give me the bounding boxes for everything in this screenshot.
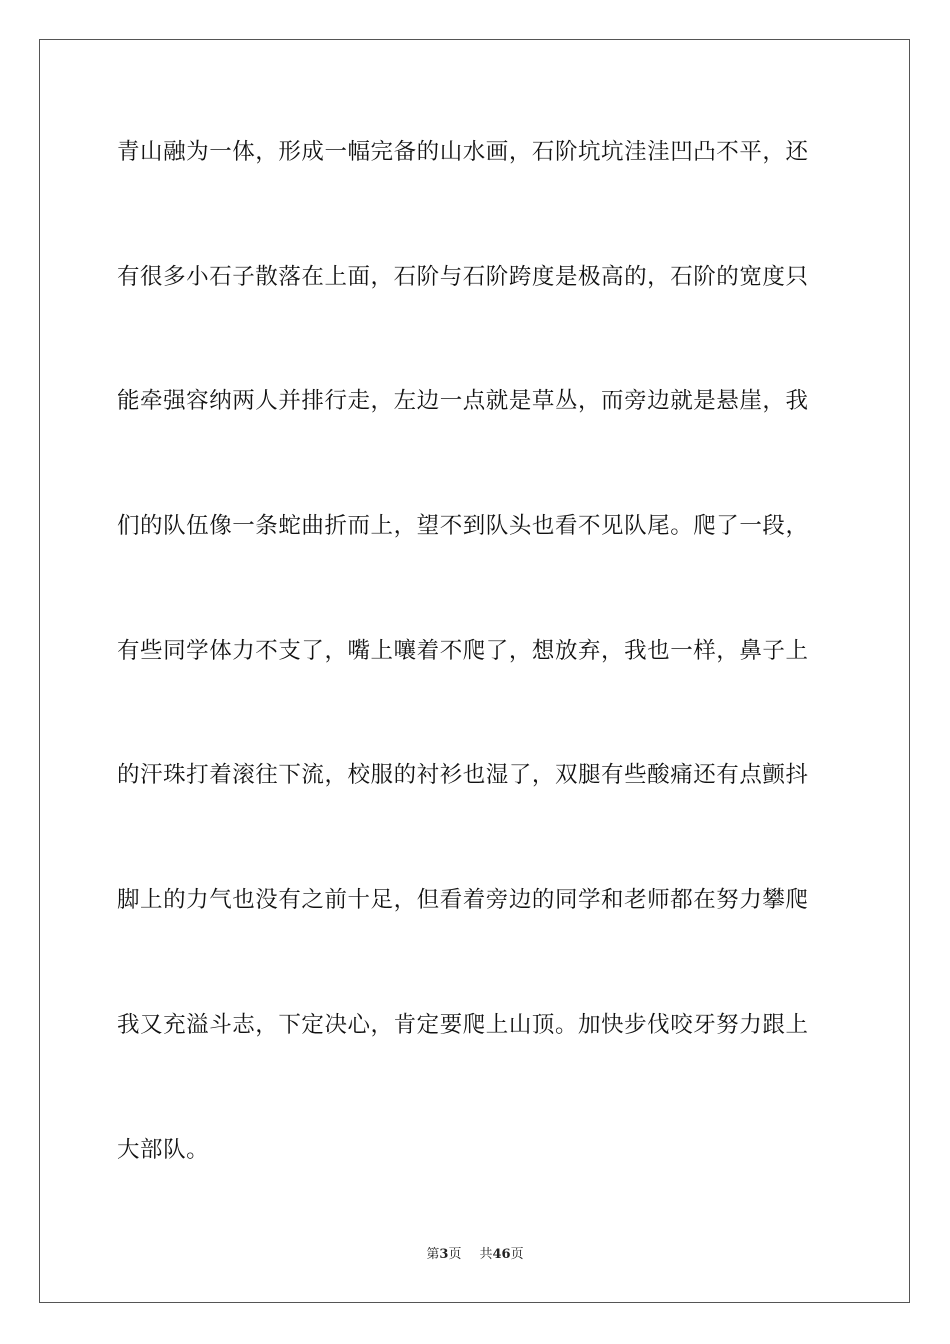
text-line: 们的队伍像一条蛇曲折而上，望不到队头也看不见队尾。爬了一段， xyxy=(117,513,809,540)
page-number: 第3页 xyxy=(426,1247,462,1262)
page-footer xyxy=(0,1246,950,1264)
text-line: 我又充溢斗志，下定决心，肯定要爬上山顶。加快步伐咬牙努力跟上 xyxy=(117,1011,809,1038)
text-line: 有很多小石子散落在上面，石阶与石阶跨度是极高的，石阶的宽度只 xyxy=(117,263,809,290)
text-line: 的汗珠打着滚往下流，校服的衬衫也湿了，双腿有些酸痛还有点颤抖 xyxy=(117,762,809,789)
text-line: 有些同学体力不支了，嘴上嚷着不爬了，想放弃，我也一样，鼻子上 xyxy=(117,637,809,664)
page-total: 共46页 xyxy=(479,1247,524,1262)
text-line: 能牵强容纳两人并排行走，左边一点就是草丛，而旁边就是悬崖，我 xyxy=(117,388,809,415)
text-line: 青山融为一体，形成一幅完备的山水画，石阶坑坑洼洼凹凸不平，还 xyxy=(117,139,809,165)
document-body xyxy=(117,124,837,1246)
text-line: 大部队。 xyxy=(117,1136,210,1163)
text-line: 脚上的力气也没有之前十足，但看着旁边的同学和老师都在努力攀爬 xyxy=(117,887,809,914)
